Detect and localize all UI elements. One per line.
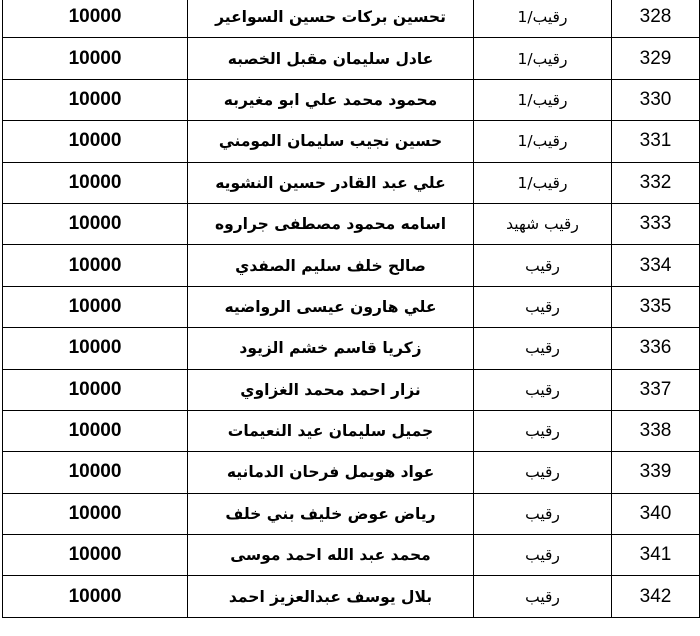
name-cell: عواد هويمل فرحان الدمانيه bbox=[188, 452, 474, 493]
name-cell: رياض عوض خليف بني خلف bbox=[188, 493, 474, 534]
name-cell: عادل سليمان مقبل الخصبه bbox=[188, 38, 474, 79]
table-body bbox=[3, 0, 700, 617]
amount-cell: 10000 bbox=[3, 576, 188, 617]
serial-number-cell: 338 bbox=[612, 410, 700, 451]
name-cell: صالح خلف سليم الصفدي bbox=[188, 245, 474, 286]
amount-cell: 10000 bbox=[3, 452, 188, 493]
amount-cell: 10000 bbox=[3, 121, 188, 162]
serial-number-cell: 331 bbox=[612, 121, 700, 162]
table-row bbox=[3, 38, 700, 79]
table-row bbox=[3, 369, 700, 410]
amount-cell: 10000 bbox=[3, 79, 188, 120]
amount-cell: 10000 bbox=[3, 410, 188, 451]
name-cell: بلال يوسف عبدالعزيز احمد bbox=[188, 576, 474, 617]
amount-cell: 10000 bbox=[3, 535, 188, 576]
amount-cell: 10000 bbox=[3, 328, 188, 369]
serial-number-cell: 337 bbox=[612, 369, 700, 410]
table-row bbox=[3, 493, 700, 534]
table-row bbox=[3, 79, 700, 120]
amount-cell: 10000 bbox=[3, 38, 188, 79]
name-cell: حسين نجيب سليمان المومني bbox=[188, 121, 474, 162]
rank-cell: رقيب شهيد bbox=[474, 203, 612, 244]
amount-cell: 10000 bbox=[3, 493, 188, 534]
amount-cell: 10000 bbox=[3, 369, 188, 410]
table-row bbox=[3, 162, 700, 203]
rank-cell: رقيب bbox=[474, 535, 612, 576]
rank-cell: رقيب bbox=[474, 410, 612, 451]
name-cell: نزار احمد محمد الغزاوي bbox=[188, 369, 474, 410]
serial-number-cell: 328 bbox=[612, 0, 700, 38]
rank-cell: رقيب bbox=[474, 369, 612, 410]
name-cell: علي هارون عيسى الرواضيه bbox=[188, 286, 474, 327]
serial-number-cell: 330 bbox=[612, 79, 700, 120]
rank-cell: رقيب bbox=[474, 245, 612, 286]
amount-cell: 10000 bbox=[3, 162, 188, 203]
table-row bbox=[3, 121, 700, 162]
name-cell: محمود محمد علي ابو مغيربه bbox=[188, 79, 474, 120]
serial-number-cell: 341 bbox=[612, 535, 700, 576]
table-row bbox=[3, 452, 700, 493]
serial-number-cell: 335 bbox=[612, 286, 700, 327]
name-cell: اسامه محمود مصطفى جراروه bbox=[188, 203, 474, 244]
rank-cell: رقيب bbox=[474, 452, 612, 493]
serial-number-cell: 342 bbox=[612, 576, 700, 617]
serial-number-cell: 333 bbox=[612, 203, 700, 244]
serial-number-cell: 329 bbox=[612, 38, 700, 79]
amount-cell: 10000 bbox=[3, 286, 188, 327]
table-row bbox=[3, 410, 700, 451]
table-row bbox=[3, 203, 700, 244]
name-cell: محمد عبد الله احمد موسى bbox=[188, 535, 474, 576]
table-row bbox=[3, 245, 700, 286]
serial-number-cell: 334 bbox=[612, 245, 700, 286]
rank-cell: رقيب/1 bbox=[474, 121, 612, 162]
name-cell: علي عبد القادر حسين النشويه bbox=[188, 162, 474, 203]
serial-number-cell: 332 bbox=[612, 162, 700, 203]
serial-number-cell: 336 bbox=[612, 328, 700, 369]
rank-cell: رقيب/1 bbox=[474, 162, 612, 203]
table-row bbox=[3, 0, 700, 38]
amount-cell: 10000 bbox=[3, 245, 188, 286]
rank-cell: رقيب bbox=[474, 576, 612, 617]
table-row bbox=[3, 286, 700, 327]
serial-number-cell: 340 bbox=[612, 493, 700, 534]
name-cell: تحسين بركات حسين السواعير bbox=[188, 0, 474, 38]
rank-cell: رقيب bbox=[474, 493, 612, 534]
beneficiaries-table bbox=[2, 0, 700, 618]
rank-cell: رقيب/1 bbox=[474, 0, 612, 38]
table-row bbox=[3, 576, 700, 617]
rank-cell: رقيب/1 bbox=[474, 38, 612, 79]
serial-number-cell: 339 bbox=[612, 452, 700, 493]
amount-cell: 10000 bbox=[3, 203, 188, 244]
rank-cell: رقيب/1 bbox=[474, 79, 612, 120]
table-row bbox=[3, 328, 700, 369]
name-cell: زكريا قاسم خشم الزيود bbox=[188, 328, 474, 369]
rank-cell: رقيب bbox=[474, 328, 612, 369]
amount-cell: 10000 bbox=[3, 0, 188, 38]
name-cell: جميل سليمان عيد النعيمات bbox=[188, 410, 474, 451]
rank-cell: رقيب bbox=[474, 286, 612, 327]
table-row bbox=[3, 535, 700, 576]
